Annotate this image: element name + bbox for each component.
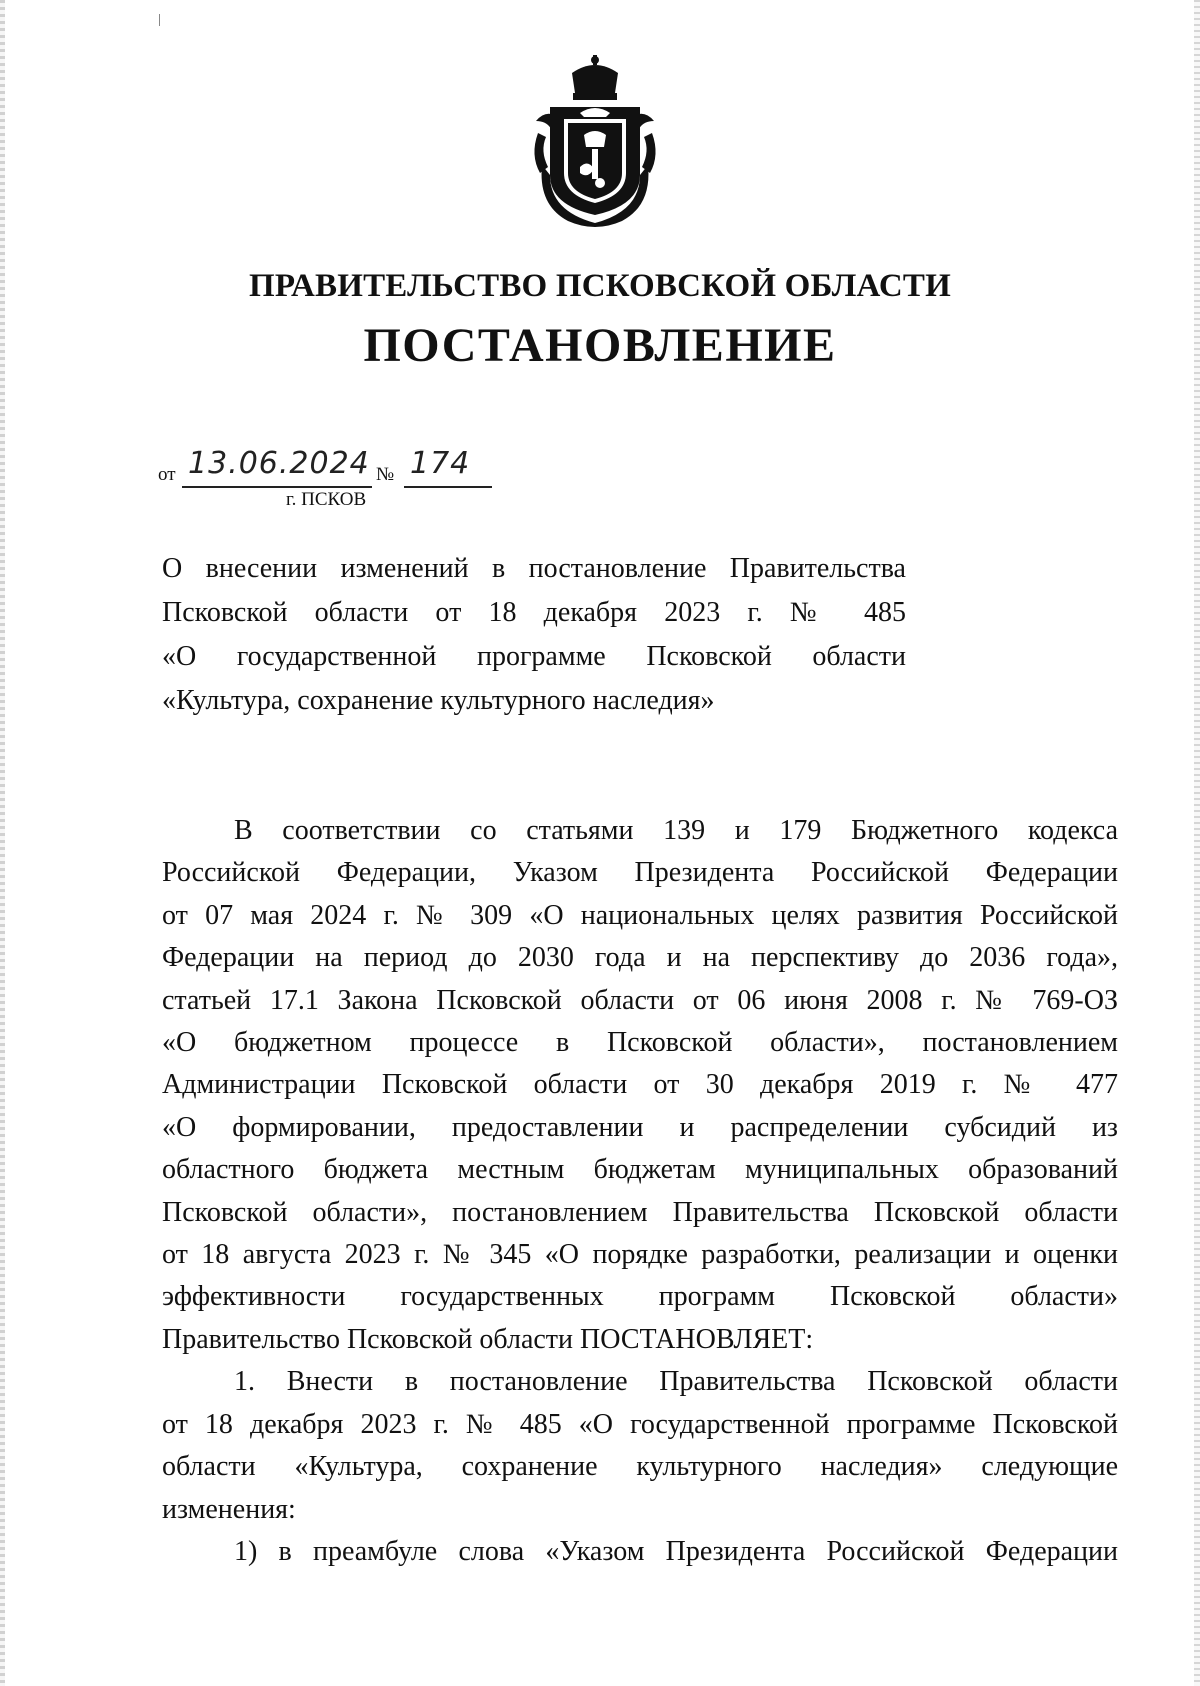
body-line: статьей 17.1 Закона Псковской области от 06 июня 2008 г. № 769-ОЗ xyxy=(162,984,1118,1016)
title-line: «О государственной программе Псковской области xyxy=(162,641,906,672)
number-underline xyxy=(404,486,492,488)
scan-mark xyxy=(159,14,160,26)
title-line: О внесении изменений в постановление Правительства xyxy=(162,553,906,584)
body-line: В соответствии со статьями 139 и 179 Бюджетного кодекса xyxy=(234,815,1118,846)
body-line: 1) в преамбуле слова «Указом Президента Российской Федерации xyxy=(234,1535,1118,1567)
body-line: областного бюджета местным бюджетам муниципальных образований xyxy=(162,1154,1118,1186)
organization-name: ПРАВИТЕЛЬСТВО ПСКОВСКОЙ ОБЛАСТИ xyxy=(248,268,952,304)
body-line: Правительство Псковской области ПОСТАНОВЛЯЕТ: xyxy=(162,1323,814,1355)
body-line: «О бюджетном процессе в Псковской области», постановлением xyxy=(162,1027,1118,1059)
body-line: Администрации Псковской области от 30 декабря 2019 г. № 477 xyxy=(162,1069,1118,1101)
title-line: «Культура, сохранение культурного наследия» xyxy=(162,685,715,716)
city-label: г. ПСКОВ xyxy=(286,489,367,510)
body-line: области «Культура, сохранение культурного наследия» следующие xyxy=(162,1451,1118,1483)
handwritten-date: 13.06.2024 xyxy=(188,446,370,481)
body-line: от 18 декабря 2023 г. № 485 «О государственной программе Псковской xyxy=(162,1408,1118,1440)
body-line: эффективности государственных программ Псковской области» xyxy=(162,1281,1118,1313)
document-type: ПОСТАНОВЛЕНИЕ xyxy=(363,319,837,372)
handwritten-number: 174 xyxy=(410,446,471,481)
document-body xyxy=(162,810,1118,1573)
scan-edge-right xyxy=(1194,0,1200,1686)
body-line: 1. Внести в постановление Правительства Псковской области xyxy=(234,1366,1118,1398)
scan-edge-left xyxy=(0,0,5,1686)
date-underline xyxy=(182,486,372,488)
body-line: Федерации на период до 2030 года и на перспективу до 2036 года», xyxy=(162,942,1118,974)
body-line: Псковской области», постановлением Правительства Псковской области xyxy=(162,1196,1118,1228)
body-line: от 18 августа 2023 г. № 345 «О порядке разработки, реализации и оценки xyxy=(162,1239,1118,1271)
title-line: Псковской области от 18 декабря 2023 г. № 485 xyxy=(162,597,906,628)
pskov-coat-of-arms-icon xyxy=(528,55,662,233)
body-line: от 07 мая 2024 г. № 309 «О национальных целях развития Российской xyxy=(162,899,1118,931)
body-line: «О формировании, предоставлении и распределении субсидий из xyxy=(162,1111,1118,1143)
document-title xyxy=(162,547,906,723)
body-line: изменения: xyxy=(162,1493,296,1525)
body-line: Российской Федерации, Указом Президента Российской Федерации xyxy=(162,857,1118,889)
date-prefix: от xyxy=(158,464,176,485)
number-prefix: № xyxy=(376,464,395,485)
